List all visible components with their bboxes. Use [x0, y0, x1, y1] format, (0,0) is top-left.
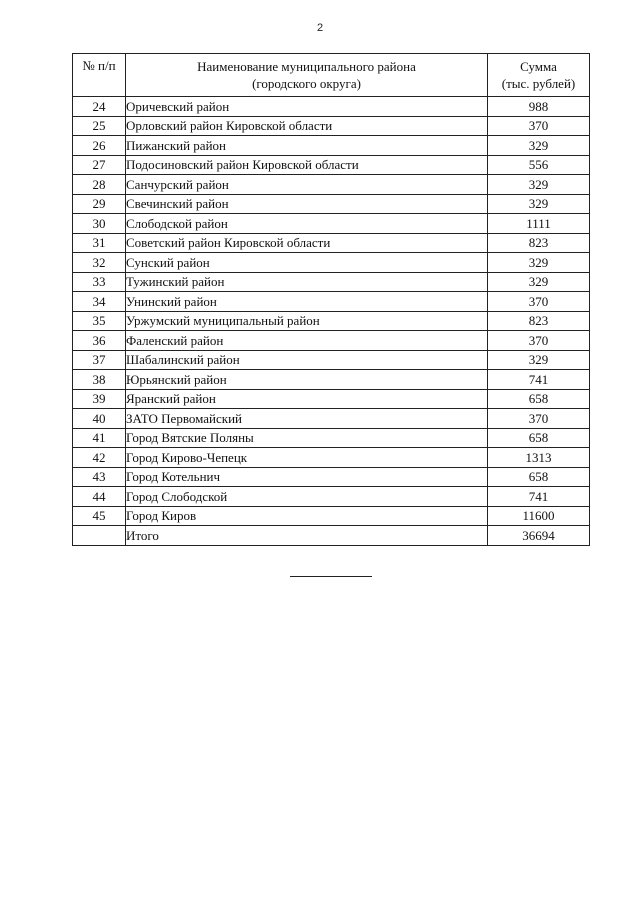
row-sum: 11600 — [488, 506, 590, 526]
table-row — [73, 467, 590, 487]
row-sum: 658 — [488, 467, 590, 487]
row-name: Город Слободской — [126, 487, 488, 507]
table-row — [73, 331, 590, 351]
row-name: ЗАТО Первомайский — [126, 409, 488, 429]
header-name-line1: Наименование муниципального района — [197, 59, 416, 74]
row-sum: 1313 — [488, 448, 590, 468]
table-row — [73, 292, 590, 312]
row-sum: 370 — [488, 331, 590, 351]
row-sum: 1111 — [488, 214, 590, 234]
row-name: Слободской район — [126, 214, 488, 234]
row-number: 36 — [73, 331, 126, 351]
header-sum-line1: Сумма — [520, 59, 557, 74]
allocation-table — [72, 53, 590, 546]
row-number: 41 — [73, 428, 126, 448]
row-number: 35 — [73, 311, 126, 331]
row-number: 27 — [73, 155, 126, 175]
row-name: Город Киров — [126, 506, 488, 526]
row-number: 45 — [73, 506, 126, 526]
row-sum: 556 — [488, 155, 590, 175]
row-number: 29 — [73, 194, 126, 214]
row-number: 37 — [73, 350, 126, 370]
row-number: 28 — [73, 175, 126, 195]
row-number: 39 — [73, 389, 126, 409]
row-name: Орловский район Кировской области — [126, 116, 488, 136]
table-row — [73, 155, 590, 175]
table-row — [73, 428, 590, 448]
row-name: Подосиновский район Кировской области — [126, 155, 488, 175]
row-number: 38 — [73, 370, 126, 390]
row-sum: 741 — [488, 487, 590, 507]
row-sum: 741 — [488, 370, 590, 390]
table-row — [73, 214, 590, 234]
row-sum: 658 — [488, 389, 590, 409]
table-row — [73, 448, 590, 468]
row-sum: 329 — [488, 175, 590, 195]
table-row — [73, 311, 590, 331]
row-sum: 329 — [488, 253, 590, 273]
row-name: Оричевский район — [126, 97, 488, 117]
total-number — [73, 526, 126, 546]
row-sum: 329 — [488, 194, 590, 214]
row-name: Тужинский район — [126, 272, 488, 292]
row-name: Санчурский район — [126, 175, 488, 195]
row-sum: 329 — [488, 272, 590, 292]
row-name: Шабалинский район — [126, 350, 488, 370]
separator-line — [290, 576, 372, 577]
table-row — [73, 97, 590, 117]
table-row — [73, 506, 590, 526]
row-number: 44 — [73, 487, 126, 507]
row-number: 32 — [73, 253, 126, 273]
row-number: 30 — [73, 214, 126, 234]
header-sum — [488, 54, 590, 97]
row-number: 40 — [73, 409, 126, 429]
row-sum: 370 — [488, 292, 590, 312]
row-sum: 988 — [488, 97, 590, 117]
table-header — [73, 54, 590, 97]
row-sum: 329 — [488, 350, 590, 370]
table-row — [73, 136, 590, 156]
row-name: Свечинский район — [126, 194, 488, 214]
total-sum: 36694 — [488, 526, 590, 546]
page-number: 2 — [316, 22, 324, 34]
row-name: Советский район Кировской области — [126, 233, 488, 253]
row-sum: 823 — [488, 233, 590, 253]
row-number: 31 — [73, 233, 126, 253]
table-row — [73, 253, 590, 273]
row-number: 43 — [73, 467, 126, 487]
row-number: 25 — [73, 116, 126, 136]
row-name: Юрьянский район — [126, 370, 488, 390]
table-row — [73, 175, 590, 195]
row-name: Пижанский район — [126, 136, 488, 156]
row-number: 26 — [73, 136, 126, 156]
header-name-line2: (городского округа) — [252, 76, 361, 91]
table-row — [73, 194, 590, 214]
row-name: Город Вятские Поляны — [126, 428, 488, 448]
row-number: 34 — [73, 292, 126, 312]
table-row — [73, 116, 590, 136]
table-row — [73, 350, 590, 370]
row-name: Город Котельнич — [126, 467, 488, 487]
table-row — [73, 487, 590, 507]
row-number: 24 — [73, 97, 126, 117]
row-sum: 823 — [488, 311, 590, 331]
header-number: № п/п — [73, 54, 126, 97]
table-row — [73, 409, 590, 429]
table-body — [73, 97, 590, 546]
table-row — [73, 272, 590, 292]
row-name: Уржумский муниципальный район — [126, 311, 488, 331]
table-row — [73, 389, 590, 409]
table-row — [73, 233, 590, 253]
row-name: Фаленский район — [126, 331, 488, 351]
row-name: Город Кирово-Чепецк — [126, 448, 488, 468]
row-number: 42 — [73, 448, 126, 468]
row-sum: 329 — [488, 136, 590, 156]
row-sum: 658 — [488, 428, 590, 448]
row-name: Яранский район — [126, 389, 488, 409]
row-name: Сунский район — [126, 253, 488, 273]
row-sum: 370 — [488, 116, 590, 136]
row-name: Унинский район — [126, 292, 488, 312]
header-name — [126, 54, 488, 97]
header-sum-line2: (тыс. рублей) — [501, 76, 576, 91]
row-number: 33 — [73, 272, 126, 292]
table-row — [73, 370, 590, 390]
total-label: Итого — [126, 526, 488, 546]
row-sum: 370 — [488, 409, 590, 429]
total-row — [73, 526, 590, 546]
header-row — [73, 54, 590, 97]
